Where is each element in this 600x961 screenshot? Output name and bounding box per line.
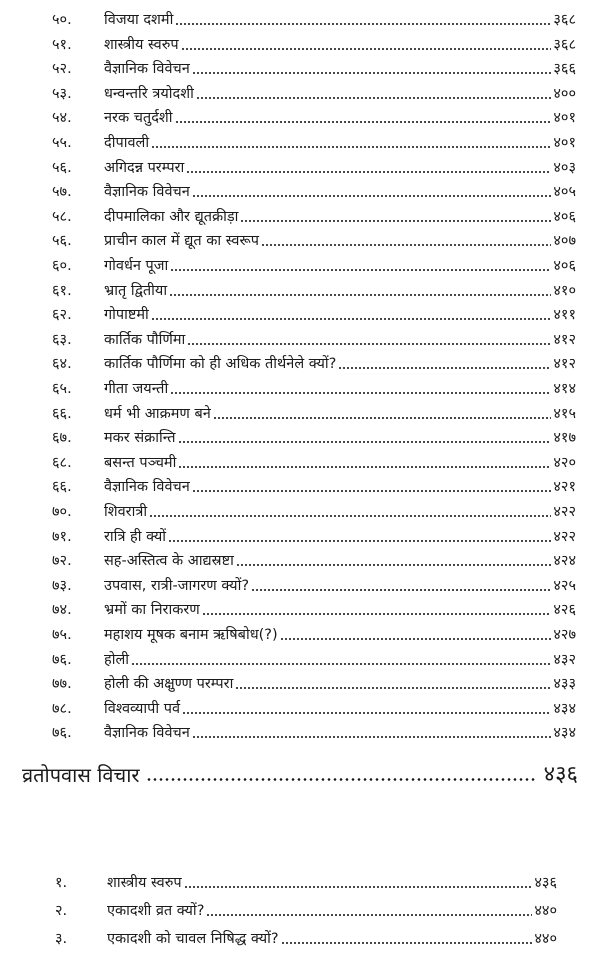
leader-dots <box>213 417 552 419</box>
leader-dots <box>151 318 552 320</box>
toc-entry <box>52 202 576 226</box>
leader-dots <box>280 638 552 640</box>
leader-dots <box>186 171 551 173</box>
entry-page: ४१० <box>553 282 576 299</box>
entry-title: विजया दशमी <box>104 12 174 28</box>
entry-number: २. <box>55 903 68 919</box>
leader-dots <box>170 392 551 394</box>
entry-page: ४२७ <box>553 627 576 643</box>
leader-dots <box>178 441 552 443</box>
leader-dots <box>149 515 551 517</box>
leader-dots <box>131 663 551 665</box>
entry-title: एकादशी व्रत क्यों? <box>107 903 205 919</box>
entry-page: ४३४ <box>553 725 576 742</box>
entry-page: ४०१ <box>553 110 576 127</box>
entry-number: ५५. <box>52 135 72 151</box>
entry-number: ३. <box>55 931 68 947</box>
entry-page: ४११ <box>553 307 576 324</box>
entry-number: ७३. <box>52 577 72 594</box>
entry-page: ४३३ <box>553 676 576 693</box>
leader-dots <box>338 367 551 369</box>
toc-entry <box>52 669 576 693</box>
entry-page: ४३६ <box>534 875 557 891</box>
entry-title: शास्त्रीय स्वरुप <box>107 875 182 891</box>
entry-number: ६१. <box>52 282 72 299</box>
entry-page: ४२२ <box>553 528 576 545</box>
toc-sub-entry <box>55 868 557 892</box>
entry-title: होली <box>104 651 130 668</box>
leader-dots <box>206 914 532 916</box>
toc-entry <box>52 645 576 669</box>
toc-entry <box>52 522 576 546</box>
entry-title: सह-अस्तित्व के आद्यस्रष्टा <box>104 553 234 570</box>
entry-page: ४३२ <box>553 651 576 668</box>
entry-number: ७५. <box>52 627 72 643</box>
entry-number: ७६. <box>52 651 72 668</box>
entry-title: वैज्ञानिक विवेचन <box>104 61 190 78</box>
entry-title: वैज्ञानिक विवेचन <box>104 184 190 201</box>
entry-title: गोवर्धन पूजा <box>104 258 169 274</box>
entry-number: ७६. <box>52 725 72 742</box>
toc-entry <box>52 472 576 496</box>
entry-number: ५४. <box>52 110 72 127</box>
toc-entry <box>52 251 576 275</box>
entry-title: उपवास, रात्री-जागरण क्यों? <box>104 577 250 594</box>
toc-entry <box>52 128 576 152</box>
leader-dots <box>168 540 551 542</box>
entry-number: ७८. <box>52 700 72 717</box>
entry-title: कार्तिक पौर्णिमा <box>104 331 186 348</box>
entry-title: भ्रमों का निराकरण <box>104 602 200 619</box>
leader-dots <box>181 48 552 50</box>
entry-title: कार्तिक पौर्णिमा को ही अधिक तीर्थनेले क्यों? <box>104 356 337 373</box>
leader-dots <box>178 466 551 468</box>
entry-page: ४१२ <box>553 331 576 348</box>
toc-entry <box>52 423 576 447</box>
entry-title: दीपावली <box>104 135 150 151</box>
entry-page: ४२४ <box>553 553 576 570</box>
toc-entry <box>52 694 576 718</box>
toc-entry <box>52 718 576 742</box>
leader-dots <box>251 589 551 591</box>
toc-entry <box>52 448 576 472</box>
leader-dots <box>182 712 551 714</box>
entry-page: ४१४ <box>553 381 576 397</box>
toc-entry <box>52 497 576 521</box>
entry-title: एकादशी को चावल निषिद्ध क्यों? <box>107 931 279 947</box>
entry-page: ४२२ <box>553 504 576 520</box>
entry-page: ४२१ <box>553 479 576 496</box>
leader-dots <box>175 121 552 123</box>
toc-entry <box>52 5 576 29</box>
toc-entry <box>52 103 576 127</box>
entry-number: ६५. <box>52 381 72 397</box>
entry-title: महाशय मूषक बनाम ऋषिबोध(?) <box>104 627 278 643</box>
entry-number: ७४. <box>52 602 72 619</box>
entry-page: ४१२ <box>553 356 576 373</box>
entry-page: ४१७ <box>553 430 576 447</box>
section-heading <box>22 754 578 788</box>
entry-page: ४२५ <box>553 577 576 594</box>
entry-title: रात्रि ही क्यों <box>104 528 167 545</box>
entry-number: ७७. <box>52 676 72 693</box>
leader-dots <box>235 687 551 689</box>
leader-dots <box>281 942 533 944</box>
entry-title: मकर संक्रान्ति <box>104 430 176 447</box>
section-title: व्रतोपवास विचार <box>22 763 140 787</box>
toc-entry <box>52 571 576 595</box>
leader-dots <box>187 343 551 345</box>
entry-number: ५३. <box>52 85 72 102</box>
entry-page: ४०३ <box>553 159 576 176</box>
entry-title: दीपमालिका और द्यूतक्रीड़ा <box>104 208 239 225</box>
entry-title: शास्त्रीय स्वरुप <box>104 36 179 53</box>
toc-entry <box>52 300 576 324</box>
leader-dots <box>202 613 552 615</box>
entry-title: होली की अक्षुण्ण परम्परा <box>104 676 234 693</box>
entry-page: ४४० <box>534 903 557 919</box>
entry-title: धर्म भी आक्रमण बने <box>104 405 211 422</box>
entry-number: ६६. <box>52 405 72 422</box>
entry-number: ७१. <box>52 528 72 545</box>
toc-entry <box>52 399 576 423</box>
entry-title: गीता जयन्ती <box>104 381 169 397</box>
entry-title: धन्वन्तरि त्रयोदशी <box>104 85 194 102</box>
entry-number: ५८. <box>52 208 72 225</box>
toc-entry <box>52 546 576 570</box>
entry-page: ४२० <box>553 454 576 471</box>
entry-title: वैज्ञानिक विवेचन <box>104 725 190 742</box>
toc-entry <box>52 79 576 103</box>
leader-dots <box>192 490 552 492</box>
entry-number: ५७. <box>52 184 72 201</box>
toc-entry <box>52 177 576 201</box>
entry-number: ६६. <box>52 479 72 496</box>
toc-entry <box>52 374 576 398</box>
entry-title: विश्वव्यापी पर्व <box>104 700 181 717</box>
entry-number: ५१. <box>52 36 72 53</box>
entry-number: ५२. <box>52 61 72 78</box>
leader-dots <box>192 195 552 197</box>
entry-page: ३६६ <box>553 61 576 78</box>
entry-page: ४४० <box>534 931 557 947</box>
entry-title: बसन्त पञ्चमी <box>104 454 177 471</box>
leader-dots <box>240 220 551 222</box>
entry-number: ७२. <box>52 553 72 570</box>
entry-number: ५६. <box>52 159 72 176</box>
entry-page: ४०० <box>553 85 576 102</box>
entry-title: प्राचीन काल में द्यूत का स्वरूप <box>104 233 259 250</box>
entry-title: शिवरात्री <box>104 504 148 520</box>
toc-entry <box>52 54 576 78</box>
entry-title: वैज्ञानिक विवेचन <box>104 479 190 496</box>
leader-dots <box>184 886 533 888</box>
toc-entry <box>52 30 576 54</box>
leader-dots <box>261 244 551 246</box>
toc-sub-entry <box>55 924 557 948</box>
toc-entry <box>52 276 576 300</box>
leader-dots <box>236 564 552 566</box>
entry-page: ४०५ <box>553 184 576 201</box>
toc-entry <box>52 325 576 349</box>
entry-title: अगिदन्न परम्परा <box>104 159 185 176</box>
entry-number: ६३. <box>52 331 72 348</box>
leader-dots <box>192 736 552 738</box>
leader-dots <box>192 72 552 74</box>
entry-page: ४१५ <box>553 405 576 422</box>
entry-number: ६४. <box>52 356 72 373</box>
entry-page: ४२६ <box>553 602 576 619</box>
entry-number: ६०. <box>52 258 72 274</box>
leader-dots <box>196 97 552 99</box>
entry-title: नरक चतुर्दशी <box>104 110 173 127</box>
toc-entry <box>52 349 576 373</box>
entry-title: भ्रातृ द्वितीया <box>104 282 168 299</box>
leader-dots <box>151 146 551 148</box>
entry-page: ४०७ <box>553 233 576 250</box>
section-page: ४३६ <box>543 762 578 787</box>
entry-page: ३६८ <box>553 36 576 53</box>
entry-number: ६८. <box>52 454 72 471</box>
entry-page: ४३४ <box>553 700 576 717</box>
entry-page: ४०१ <box>553 135 576 151</box>
toc-sub-entry <box>55 896 557 920</box>
leader-dots <box>146 778 536 781</box>
entry-page: ४०६ <box>553 208 576 225</box>
entry-number: ५०. <box>52 12 72 28</box>
leader-dots <box>175 23 551 25</box>
leader-dots <box>170 269 551 271</box>
leader-dots <box>169 294 551 296</box>
entry-number: ६७. <box>52 430 72 447</box>
entry-number: ६२. <box>52 307 72 324</box>
entry-page: ३६८ <box>553 12 576 28</box>
entry-number: ७०. <box>52 504 72 520</box>
toc-entry <box>52 620 576 644</box>
toc-entry <box>52 226 576 250</box>
entry-page: ४०६ <box>553 258 576 274</box>
toc-entry <box>52 153 576 177</box>
entry-number: ५६. <box>52 233 72 250</box>
entry-number: १. <box>55 875 68 891</box>
toc-entry <box>52 595 576 619</box>
entry-title: गोपाष्टमी <box>104 307 149 324</box>
